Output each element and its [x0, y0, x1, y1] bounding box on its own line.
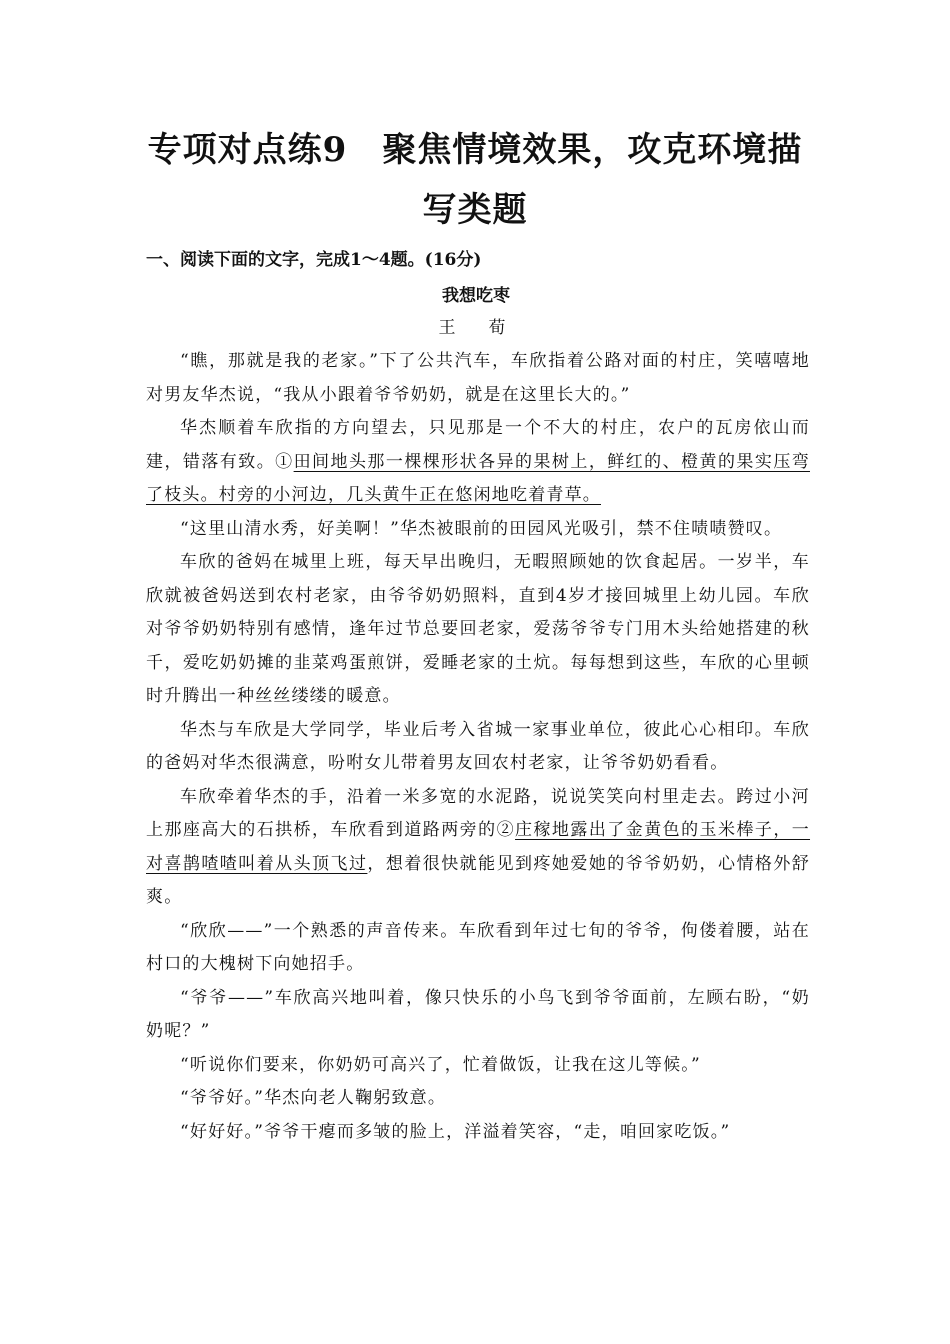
paragraph: 华杰顺着车欣指的方向望去，只见那是一个不大的村庄，农户的瓦房依山而建，错落有致。①田间地头那一棵棵形状各异的果树上，鲜红的、橙黄的果实压弯了枝头。村旁的小河边，几头黄牛正在悠闲地吃着青草。	[146, 418, 810, 505]
story-author: 王 荀	[438, 318, 514, 338]
paragraph: “爷爷——”车欣高兴地叫着，像只快乐的小鸟飞到爷爷面前，左顾右盼，“奶奶呢？”	[146, 987, 810, 1041]
paragraph: “欣欣——”一个熟悉的声音传来。车欣看到年过七旬的爷爷，佝偻着腰，站在村口的大槐树下向她招手。	[146, 920, 810, 974]
paragraph: “瞧，那就是我的老家。”下了公共汽车，车欣指着公路对面的村庄，笑嘻嘻地对男友华杰说，“我从小跟着爷爷奶奶，就是在这里长大的。”	[146, 351, 810, 405]
story-title: 我想吃枣	[442, 286, 510, 306]
paragraph: “好好好。”爷爷干瘪而多皱的脸上，洋溢着笑容，“走，咱回家吃饭。”	[180, 1121, 731, 1142]
page-title-continued: 写类题	[422, 190, 528, 230]
paragraph: 华杰与车欣是大学同学，毕业后考入省城一家事业单位，彼此心心相印。车欣的爸妈对华杰很满意，吩咐女儿带着男友回农村老家，让爷爷奶奶看看。	[146, 719, 810, 773]
story-body	[146, 345, 810, 1149]
underlined-passage-2: 庄稼地露出了金黄色的玉米棒子，一对喜鹊喳喳叫着从头顶飞过	[146, 820, 811, 874]
underlined-passage-1: 田间地头那一棵棵形状各异的果树上，鲜红的、橙黄的果实压弯了枝头。村旁的小河边，几头黄牛正在悠闲地吃着青草。	[146, 451, 810, 505]
paragraph: “听说你们要来，你奶奶可高兴了，忙着做饭，让我在这儿等候。”	[180, 1054, 701, 1075]
page-title: 专项对点练9 聚焦情境效果，攻克环境描	[147, 130, 803, 170]
paragraph: 车欣的爸妈在城里上班，每天早出晚归，无暇照顾她的饮食起居。一岁半，车欣就被爸妈送到农村老家，由爷爷奶奶照料，直到4岁才接回城里上幼儿园。车欣对爷爷奶奶特别有感情，逢年过节总要回老家，爱荡爷爷专门用木头给她搭建的秋千，爱吃奶奶摊的韭菜鸡蛋煎饼，爱睡老家的土炕。每每想到这些，车欣的心里顿时升腾出一种丝丝缕缕的暖意。	[146, 552, 810, 706]
section-heading: 一、阅读下面的文字，完成1～4题。(16分)	[146, 250, 482, 270]
paragraph: 车欣牵着华杰的手，沿着一米多宽的水泥路，说说笑笑向村里走去。跨过小河上那座高大的石拱桥，车欣看到道路两旁的②庄稼地露出了金黄色的玉米棒子，一对喜鹊喳喳叫着从头顶飞过，想着很快就能见到疼她爱她的爷爷奶奶，心情格外舒爽。	[146, 786, 811, 907]
paragraph: “爷爷好。”华杰向老人鞠躬致意。	[180, 1088, 447, 1108]
paragraph: “这里山清水秀，好美啊！”华杰被眼前的田园风光吸引，禁不住啧啧赞叹。	[180, 518, 783, 539]
